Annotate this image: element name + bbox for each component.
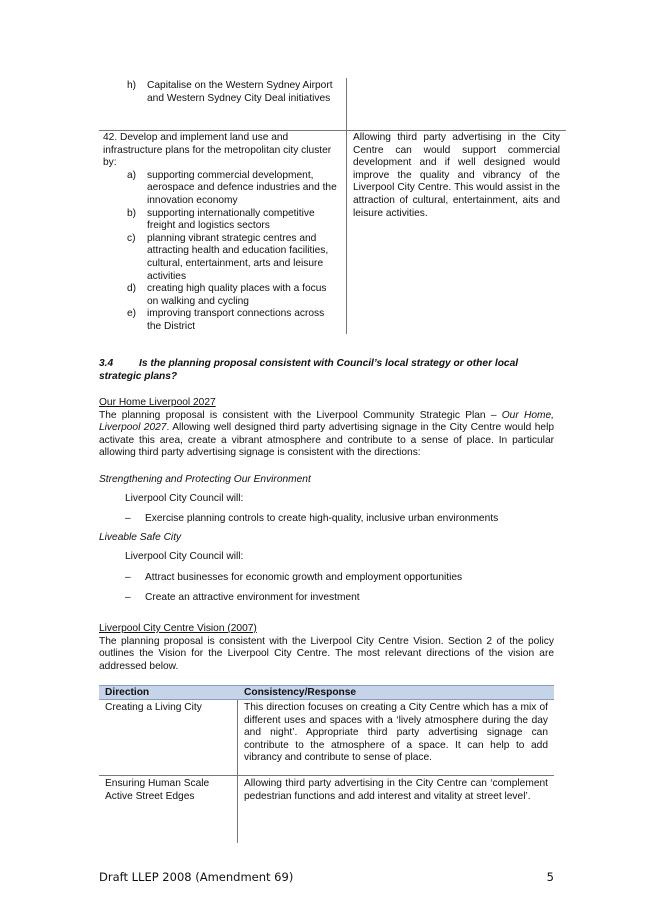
list-item-text: Attract businesses for economic growth and employment opportunities bbox=[145, 572, 463, 583]
table-row bbox=[99, 78, 566, 130]
list-marker: b) bbox=[127, 207, 137, 219]
table-cell-left bbox=[99, 131, 347, 334]
column-header: Direction bbox=[105, 687, 150, 698]
list-item bbox=[103, 308, 340, 333]
column-header: Consistency/Response bbox=[244, 687, 357, 698]
table-row bbox=[99, 130, 566, 334]
section-title: Is the planning proposal consistent with Council’s local strategy or other local strategic plans? bbox=[99, 358, 519, 382]
vision-table bbox=[99, 685, 554, 843]
list-marker: c) bbox=[127, 232, 136, 244]
section-number: 3.4 bbox=[99, 358, 114, 369]
objective-list bbox=[103, 170, 340, 334]
table-cell-right bbox=[347, 78, 566, 130]
list-item-text: creating high quality places with a focus on walking and cycling bbox=[147, 283, 327, 307]
page-footer bbox=[99, 870, 554, 884]
table-cell-left bbox=[99, 78, 347, 130]
direction-intro: Liverpool City Council will: bbox=[125, 551, 244, 562]
direction-intro: Liverpool City Council will: bbox=[125, 493, 244, 504]
vision-section bbox=[99, 623, 554, 673]
direction-heading: Liveable Safe City bbox=[99, 532, 182, 543]
page-number: 5 bbox=[546, 870, 554, 884]
list-item-text: improving transport connections across the District bbox=[147, 308, 325, 332]
table-row bbox=[99, 700, 554, 775]
dash-marker: – bbox=[125, 513, 131, 524]
section-heading bbox=[99, 358, 554, 383]
paragraph: The planning proposal is consistent with the Liverpool City Centre Vision. Section 2 of the policy outlines the Vision for the Liverpool City Centre. The most relevant directions of the vision are addressed below. bbox=[99, 635, 554, 672]
table-cell-intro: 42. Develop and implement land use and infrastructure plans for the metropolitan city cluster by: bbox=[103, 132, 332, 169]
list-marker: e) bbox=[127, 308, 137, 320]
table-row bbox=[99, 775, 554, 843]
response-cell: This direction focuses on creating a City Centre which has a mix of different uses and spaces with a ‘lively atmosphere during the day and night’. Appropriate third party advertising signage can contribute to the atmosphere of a space. It can help to add vibrancy and contribute to sense of place. bbox=[244, 702, 548, 764]
dash-marker: – bbox=[125, 592, 131, 603]
list-item bbox=[103, 233, 340, 283]
list-item bbox=[103, 80, 340, 105]
list-item-text: Exercise planning controls to create high-quality, inclusive urban environments bbox=[145, 513, 499, 524]
paragraph-text: . Allowing well designed third party advertising signage in the City Centre would help activate this area, create a vibrant atmosphere and contribute to a sense of place. In particular allowing third party advertising signage is consistent with the directions: bbox=[99, 422, 554, 459]
table-header-row bbox=[99, 685, 554, 700]
subsection-heading: Our Home Liverpool 2027 bbox=[99, 397, 216, 408]
list-item-text: supporting internationally competitive freight and logistics sectors bbox=[147, 207, 315, 232]
plan-title: Our Home, Liverpool 2027 bbox=[99, 409, 554, 434]
list-item bbox=[99, 572, 554, 585]
list-marker: d) bbox=[127, 283, 137, 295]
list-item bbox=[99, 592, 554, 605]
direction-cell: Creating a Living City bbox=[99, 700, 238, 775]
list-item bbox=[103, 170, 340, 208]
list-item bbox=[99, 513, 554, 526]
subsection-heading: Liverpool City Centre Vision (2007) bbox=[99, 623, 257, 634]
list-item-text: planning vibrant strategic centres and attracting health and education facilities, cultural, entertainment, arts and leisure activities bbox=[147, 232, 329, 282]
list-item bbox=[103, 283, 340, 308]
paragraph-text: The planning proposal is consistent with the Liverpool Community Strategic Plan – bbox=[99, 409, 502, 421]
footer-title: Draft LLEP 2008 (Amendment 69) bbox=[99, 870, 294, 884]
dash-marker: – bbox=[125, 572, 131, 583]
planning-table bbox=[99, 78, 566, 334]
table-cell-right: Allowing third party advertising in the City Centre can would support commercial development and if well designed would improve the quality and vibrancy of the Liverpool City Centre. This would assist in the attraction of cultural, entertainment, aits and leisure activities. bbox=[353, 132, 560, 219]
list-marker: a) bbox=[127, 169, 137, 181]
our-home-section bbox=[99, 397, 554, 460]
list-item-text: Capitalise on the Western Sydney Airport and Western Sydney City Deal initiatives bbox=[147, 80, 333, 104]
list-item bbox=[103, 208, 340, 233]
list-item-text: Create an attractive environment for investment bbox=[145, 592, 360, 603]
list-item-text: supporting commercial development, aerospace and defence industries and the innovation economy bbox=[147, 169, 337, 206]
response-cell: Allowing third party advertising in the City Centre can ‘complement pedestrian functions and add interest and vitality at street level’. bbox=[244, 778, 548, 802]
direction-heading: Strengthening and Protecting Our Environment bbox=[99, 474, 311, 485]
list-marker: h) bbox=[127, 80, 137, 91]
direction-cell: Ensuring Human Scale Active Street Edges bbox=[99, 776, 238, 843]
paragraph bbox=[99, 410, 554, 460]
